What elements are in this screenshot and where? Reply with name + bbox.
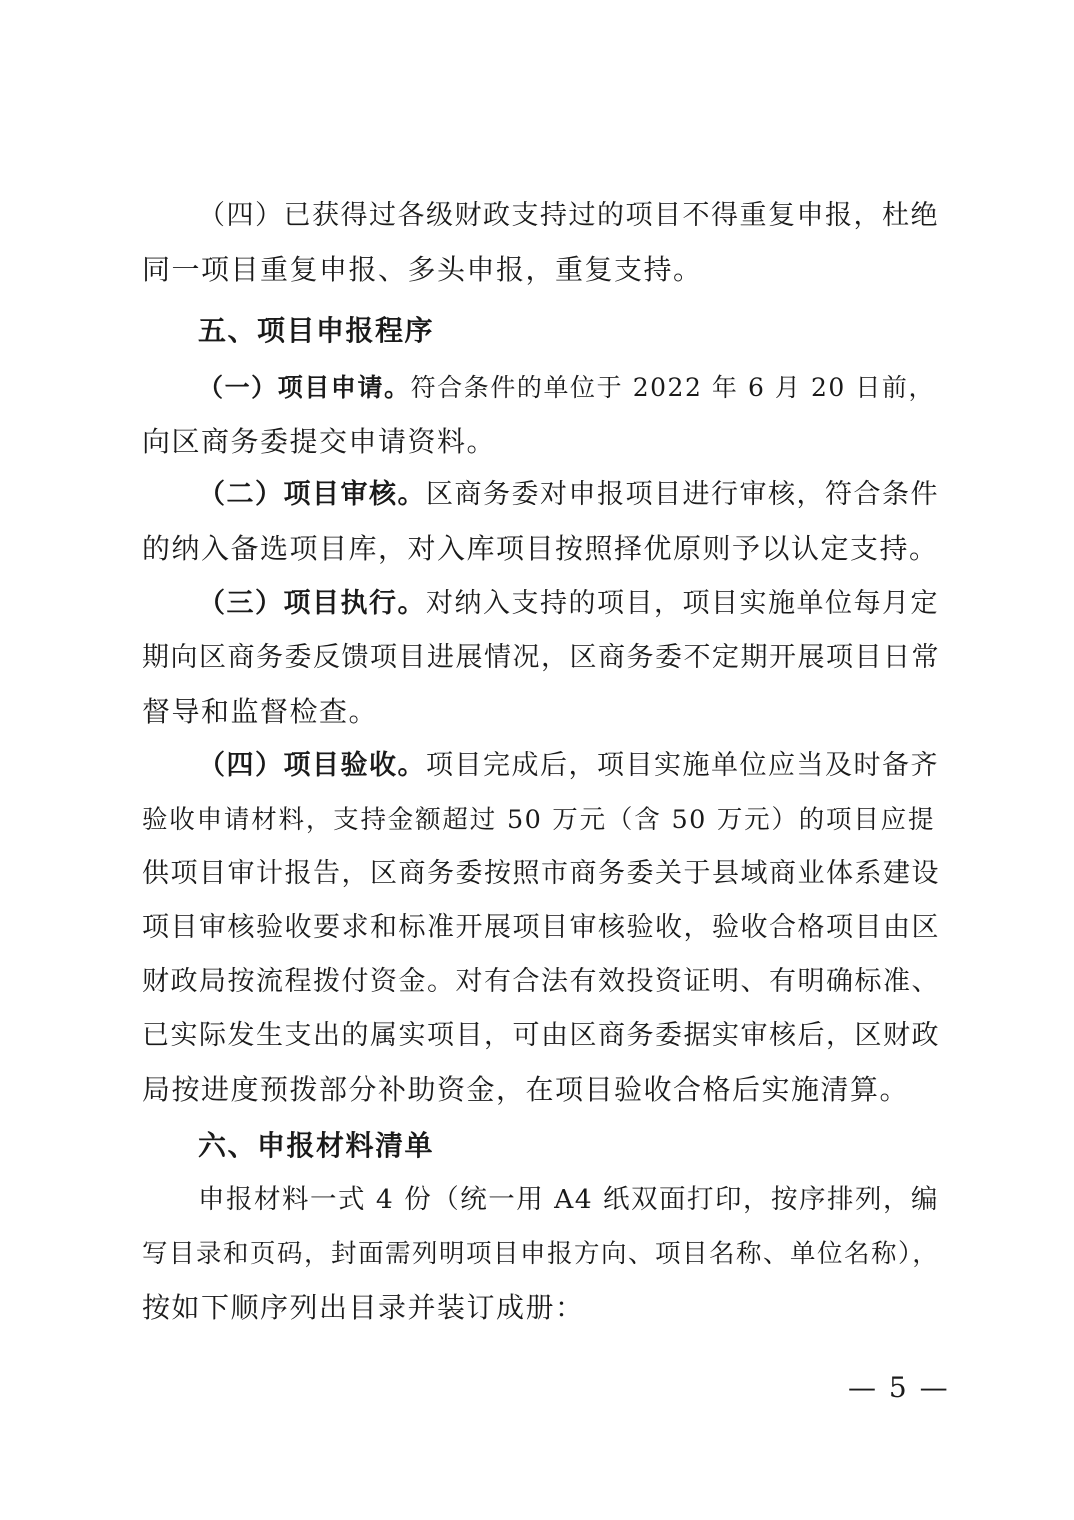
paragraph-lead: （二）项目审核。 [198,479,426,510]
paragraph-text: 区商务委对申报项目进行审核，符合条件 [426,479,939,510]
paragraph-text: 项目完成后，项目实施单位应当及时备齐 [426,750,939,781]
paragraph-lead: （四）项目验收。 [198,750,426,781]
paragraph-line: 的纳入备选项目库，对入库项目按照择优原则予以认定支持。 [142,532,939,565]
paragraph-line: 项目审核验收要求和标准开展项目审核验收，验收合格项目由区 [142,912,940,943]
paragraph-line: 督导和监督检查。 [142,695,379,728]
paragraph-line: 向区商务委提交申请资料。 [142,425,497,458]
paragraph-line: 局按进度预拨部分补助资金，在项目验收合格后实施清算。 [142,1073,910,1106]
section-heading: 五、项目申报程序 [198,314,435,347]
paragraph-text: 符合条件的单位于 2022 年 6 月 20 日前， [410,373,935,402]
paragraph-line: （四）已获得过各级财政支持过的项目不得重复申报，杜绝 [198,200,939,231]
paragraph-line: 写目录和页码，封面需列明项目申报方向、项目名称、单位名称）， [142,1239,940,1269]
paragraph-line: 申报材料一式 4 份（统一用 A4 纸双面打印，按序排列，编 [198,1184,940,1215]
paragraph-lead: （三）项目执行。 [198,588,426,619]
paragraph-lead: （一）项目申请。 [198,373,411,402]
paragraph-line: 财政局按流程拨付资金。对有合法有效投资证明、有明确标准、 [142,966,940,997]
paragraph-line: 验收申请材料，支持金额超过 50 万元（含 50 万元）的项目应提 [142,805,935,835]
paragraph-line: 已实际发生支出的属实项目，可由区商务委据实审核后，区财政 [142,1020,940,1051]
page-number: — 5 — [848,1371,950,1404]
paragraph-text: 对纳入支持的项目，项目实施单位每月定 [426,588,939,619]
paragraph-line: 同一项目重复申报、多头申报，重复支持。 [142,253,703,286]
paragraph-line [198,584,939,624]
paragraph-line: 期向区商务委反馈项目进展情况，区商务委不定期开展项目日常 [142,642,940,673]
paragraph-line: 按如下顺序列出目录并装订成册： [142,1291,585,1324]
paragraph-line [198,475,939,515]
paragraph-line [198,368,935,408]
paragraph-line: 供项目审计报告，区商务委按照市商务委关于县域商业体系建设 [142,858,940,889]
paragraph-line [198,746,939,786]
section-heading: 六、申报材料清单 [198,1129,435,1162]
